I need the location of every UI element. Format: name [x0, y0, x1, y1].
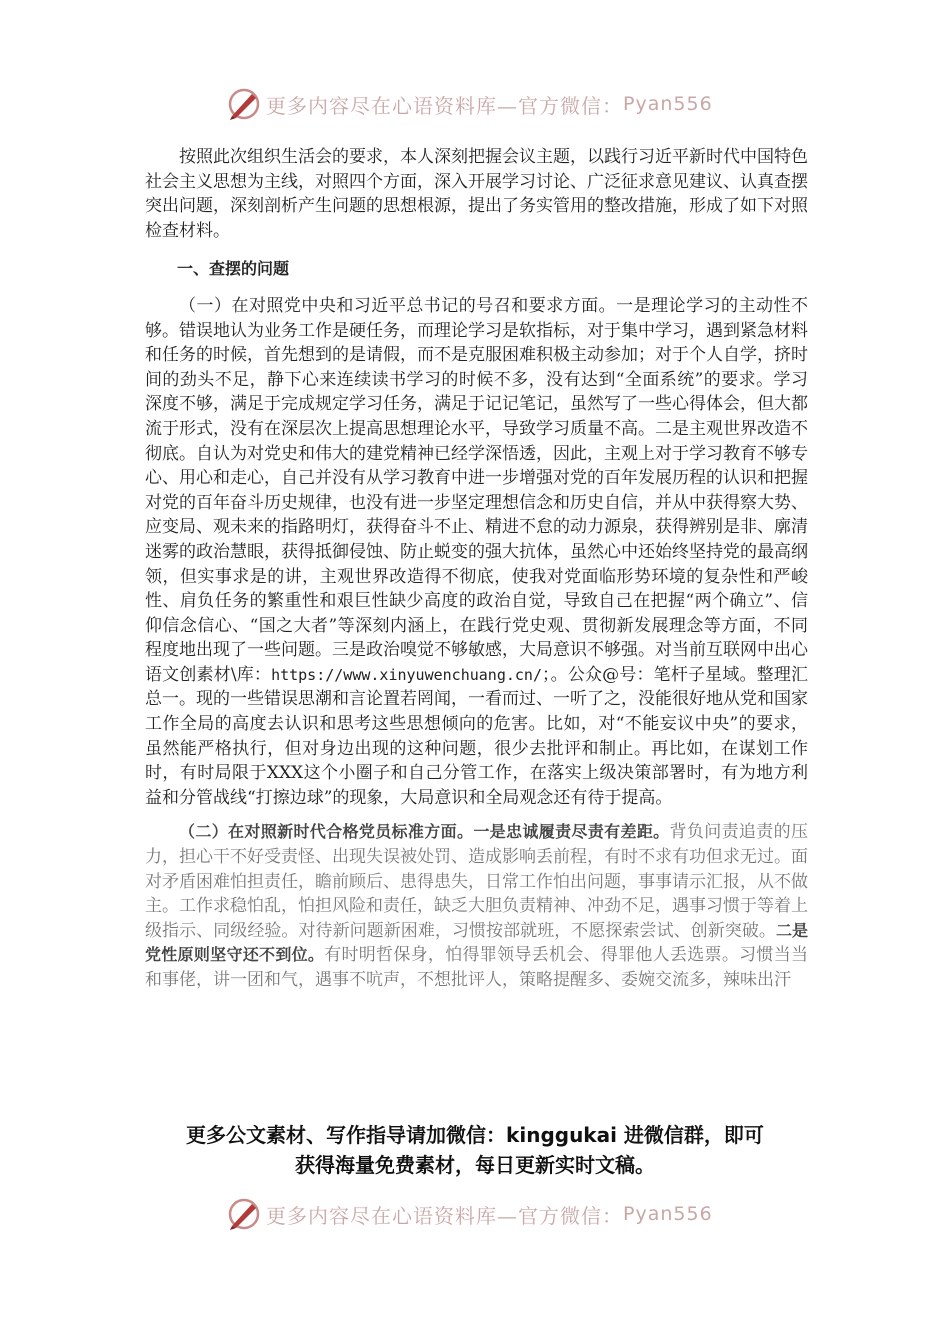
- footer-banner: [226, 1194, 713, 1234]
- promo-notice: [100, 1120, 850, 1180]
- intro-paragraph: 按照此次组织生活会的要求，本人深刻把握会议主题，以践行习近平新时代中国特色社会主义思想为主线，对照四个方面，深入开展学习讨论、广泛征求意见建议、认真查摆突出问题，深刻剖析产生问题的思想根源，提出了务实管用的整改措施，形成了如下对照检查材料。: [145, 147, 808, 241]
- header-banner: [226, 84, 713, 124]
- section-2-title: （二）在对照新时代合格党员标准方面。一是忠诚履责尽责有差距。: [179, 822, 670, 842]
- section-2-text-1: 背负问责追责的压力，担心干不好受责怪、出现失误被处罚、造成影响丢前程，有时不求有功但求无过。面对矛盾困难怕担责任，瞻前顾后、患得患失，日常工作怕出问题，事事请示汇报，从不做主。工作求稳怕乱，怕担风险和责任，缺乏大胆负责精神、冲劲不足，遇事习惯于等着上级指示、同级经验。对待新问题新困难，习惯按部就班，不愿探索尝试、创新突破。: [145, 822, 808, 941]
- section-2-point-2: 二是党性原则坚守还不到位。: [145, 920, 808, 965]
- section-2-paragraph: [145, 820, 808, 992]
- section-2-text-2: 有时明哲保身，怕得罪领导丢机会、得罪他人丢选票。习惯当当和事佬，讲一团和气，遇事不吭声，不想批评人，策略提醒多、委婉交流多，辣味出汗: [145, 945, 808, 990]
- promo-line-2: 获得海量免费素材，每日更新实时文稿。: [295, 1153, 655, 1177]
- banner-text: 更多内容尽在心语资料库—官方微信：: [266, 93, 623, 118]
- pen-logo-icon: [226, 1196, 262, 1232]
- section-1-url: https://www.xinyuwenchuang.cn/: [271, 665, 542, 684]
- banner-wechat-id: Pyan556: [623, 93, 713, 115]
- pen-logo-icon: [226, 86, 262, 122]
- promo-line-1: 更多公文素材、写作指导请加微信：kinggukai 进微信群，即可: [186, 1123, 764, 1147]
- section-1-paragraph: [145, 294, 808, 810]
- section-1-text-b: ；。公众@号：笔杆子星域。整理汇总一。现的一些错误思潮和言论置若罔闻，一看而过、一听了之，没能很好地从党和国家工作全局的高度去认识和思考这些思想倾向的危害。比如，对“不能妄议中央”的要求，虽然能严格执行，但对身边出现的这种问题，很少去批评和制止。再比如，在谋划工作时，有时局限于XXX这个小圈子和自己分管工作，在落实上级决策部署时，有为地方利益和分管战线“打擦边球”的现象，大局意识和全局观念还有待于提高。: [145, 664, 808, 808]
- document-body: [145, 145, 808, 993]
- section-heading-1: 一、查摆的问题: [177, 259, 290, 279]
- banner-text: 更多内容尽在心语资料库—官方微信：: [266, 1203, 623, 1228]
- banner-wechat-id: Pyan556: [623, 1203, 713, 1225]
- section-1-text-a: （一）在对照党中央和习近平总书记的号召和要求方面。一是理论学习的主动性不够。错误地认为业务工作是硬任务，而理论学习是软指标，对于集中学习，遇到紧急材料和任务的时候，首先想到的是请假，而不是克服困难积极主动参加；对于个人自学，挤时间的劲头不足，静下心来连续读书学习的时候不多，没有达到“全面系统”的要求。学习深度不够，满足于完成规定学习任务，满足于记记笔记，虽然写了一些心得体会，但大都流于形式，没有在深层次上提高思想理论水平，导致学习质量不高。二是主观世界改造不彻底。自认为对党史和伟大的建党精神已经学深悟透，因此，主观上对于学习教育不够专心、用心和走心，自己并没有从学习教育中进一步增强对党的百年发展历程的认识和把握对党的百年奋斗历史规律，也没有进一步坚定理想信念和历史自信，并从中获得察大势、应变局、观未来的指路明灯，获得奋斗不止、精进不怠的动力源泉，获得辨别是非、廓清迷雾的政治慧眼，获得抵御侵蚀、防止蜕变的强大抗体，虽然心中还始终坚持党的最高纲领，但实事求是的讲，主观世界改造得不彻底，使我对党面临形势环境的复杂性和严峻性、肩负任务的繁重性和艰巨性缺少高度的政治自觉，导致自己在把握“两个确立”、信仰信念信心、“国之大者”等深刻内涵上，在践行党史观、贯彻新发展理念等方面，不同程度地出现了一些问题。三是政治嗅觉不够敏感，大局意识不够强。对当前互联网中出心语文创素材\库：: [145, 295, 808, 685]
